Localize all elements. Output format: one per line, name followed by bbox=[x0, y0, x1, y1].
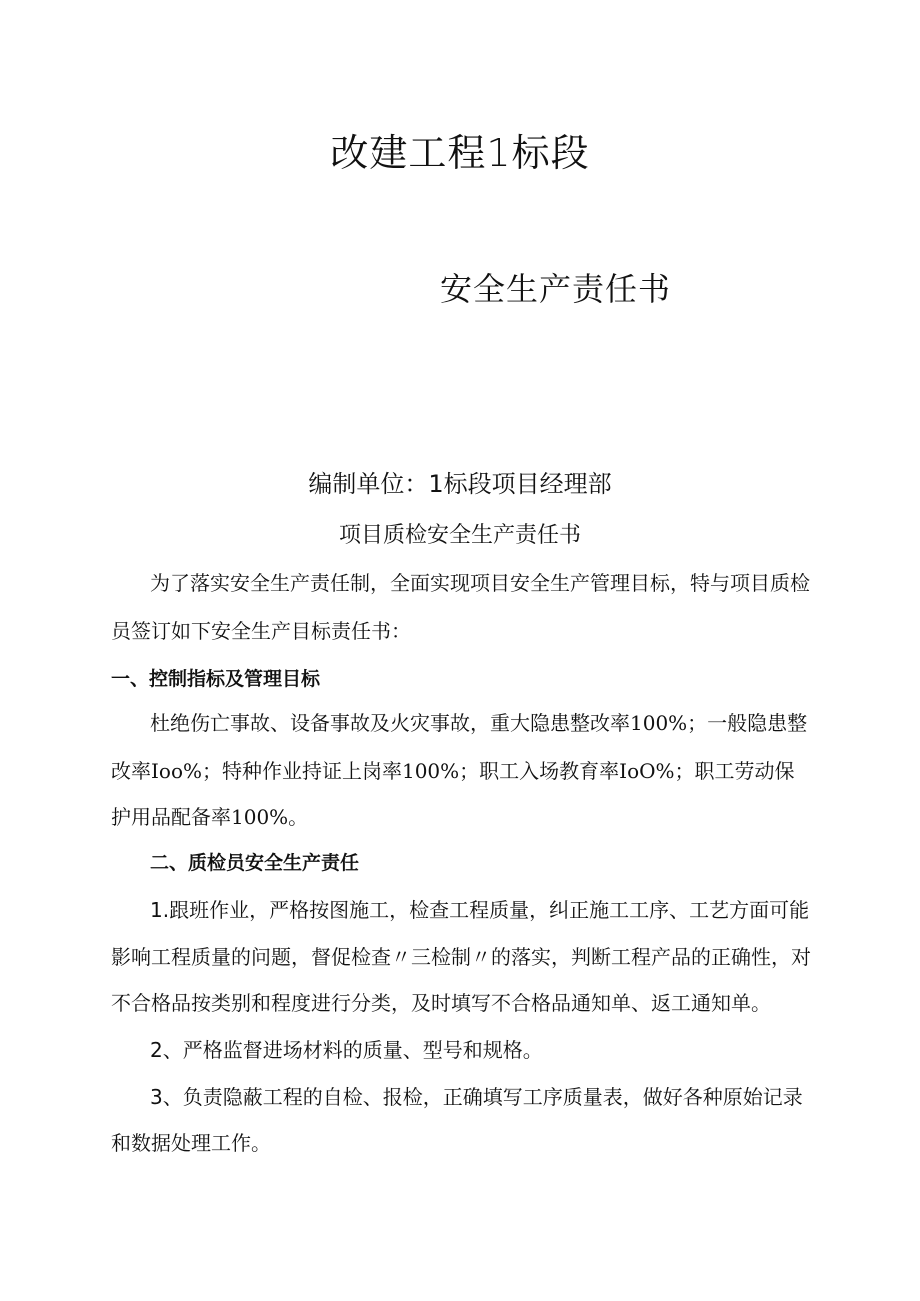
section-1-line-3: 护用品配备率100%。 bbox=[111, 805, 309, 829]
intro-line-2: 员签订如下安全生产目标责任书： bbox=[111, 619, 411, 643]
section-1-line-1: 杜绝伤亡事故、设备事故及火灾事故，重大隐患整改率100%；一般隐患整 bbox=[150, 711, 808, 735]
responsibility-letter-title: 项目质检安全生产责任书 bbox=[338, 523, 581, 548]
section-1-line-2: 改率Ioo%；特种作业持证上岗率100%；职工入场教育率IoO%；职工劳动保 bbox=[111, 759, 795, 783]
section-1-heading: 一、控制指标及管理目标 bbox=[111, 668, 321, 690]
section-2-item-3-line-1: 3、负责隐蔽工程的自检、报检，正确填写工序质量表，做好各种原始记录 bbox=[150, 1085, 803, 1109]
section-2-heading: 二、质检员安全生产责任 bbox=[150, 852, 360, 874]
compiling-unit: 编制单位：1标段项目经理部 bbox=[308, 470, 612, 498]
section-2-item-1-line-1: 1.跟班作业，严格按图施工，检查工程质量，纠正施工工序、工艺方面可能 bbox=[150, 898, 810, 922]
section-2-item-1-line-2: 影响工程质量的问题，督促检查〃三检制〃的落实，判断工程产品的正确性，对 bbox=[111, 945, 811, 969]
section-2-item-3-line-2: 和数据处理工作。 bbox=[111, 1131, 271, 1155]
intro-line-1: 为了落实安全生产责任制，全面实现项目安全生产管理目标，特与项目质检 bbox=[150, 571, 810, 595]
section-2-item-2: 2、严格监督进场材料的质量、型号和规格。 bbox=[150, 1038, 543, 1062]
section-2-item-1-line-3: 不合格品按类别和程度进行分类，及时填写不合格品通知单、返工通知单。 bbox=[111, 991, 771, 1015]
project-title: 改建工程1标段 bbox=[330, 131, 590, 175]
document-type-title: 安全生产责任书 bbox=[440, 270, 672, 308]
